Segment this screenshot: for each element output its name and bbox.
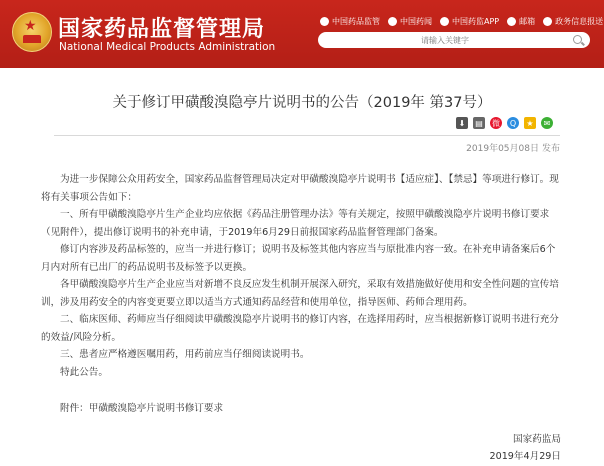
signature: 国家药监局 [513,434,561,445]
mail-icon [507,17,516,26]
top-link-news[interactable]: 中国药闻 [388,16,432,27]
site-header [0,0,604,68]
article-title: 关于修订甲磺酸溴隐亭片说明书的公告（2019年 第37号） [112,95,492,111]
report-icon [543,17,552,26]
search-icon[interactable] [573,35,582,44]
divider [54,135,560,136]
attachment-link[interactable]: 附件：甲磺酸溴隐亭片说明书修订要求 [60,403,224,414]
top-link-mail[interactable]: 邮箱 [507,16,535,27]
app-icon [440,17,449,26]
qzone-share-icon[interactable]: Q [507,117,519,129]
paragraph: 各甲磺酸溴隐亭片生产企业应当对新增不良反应发生机制开展深入研究，采取有效措施做好使用和安全性问题的宣传培训，涉及用药安全的内容变更要立即以适当方式通知药品经营和使用单位，指导医师、药师合理用药。 [41,279,559,308]
paragraph: 二、临床医师、药师应当仔细阅读甲磺酸溴隐亭片说明书的修订内容，在选择用药时，应当根据新修订说明书进行充分的效益/风险分析。 [41,314,559,343]
site-name-cn[interactable]: 国家药品监督管理局 [58,17,266,42]
download-icon[interactable]: ⬇ [456,117,468,129]
top-links [320,14,604,28]
weibo-share-icon[interactable]: 微 [492,118,500,128]
print-icon[interactable]: ▤ [473,117,485,129]
top-link-weibo[interactable]: 中国药品监管 [320,16,380,27]
publish-date: 2019年05月08日 发布 [466,144,560,154]
national-emblem-icon: ★ [12,12,52,52]
weibo-icon [320,17,329,26]
paragraph: 为进一步保障公众用药安全，国家药品监督管理局决定对甲磺酸溴隐亭片说明书【适应症】、【禁忌】等项进行修订。现将有关事项公告如下： [41,174,559,203]
favorite-icon[interactable]: ★ [524,117,536,129]
news-icon [388,17,397,26]
top-link-app[interactable]: 中国药监APP [440,16,499,27]
paragraph: 特此公告。 [60,366,108,378]
site-name-en[interactable]: National Medical Products Administration [59,41,276,53]
search-input[interactable] [330,33,560,47]
paragraph: 一、所有甲磺酸溴隐亭片生产企业均应依据《药品注册管理办法》等有关规定，按照甲磺酸溴隐亭片说明书修订要求（见附件），提出修订说明书的补充申请，于2019年6月29日前报国家药品监督管理部门备案。 [41,209,550,238]
sign-date: 2019年4月29日 [489,451,561,462]
article-body [41,171,561,381]
paragraph: 修订内容涉及药品标签的，应当一并进行修订；说明书及标签其他内容应当与原批准内容一致。在补充申请备案后6个月内对所有已出厂的药品说明书及标签予以更换。 [41,244,556,273]
article-tools [456,117,553,129]
top-link-report[interactable]: 政务信息报送 [543,16,603,27]
search-box [318,32,590,48]
wechat-share-icon[interactable]: ✉ [541,117,553,129]
paragraph: 三、患者应严格遵医嘱用药，用药前应当仔细阅读说明书。 [60,349,310,360]
